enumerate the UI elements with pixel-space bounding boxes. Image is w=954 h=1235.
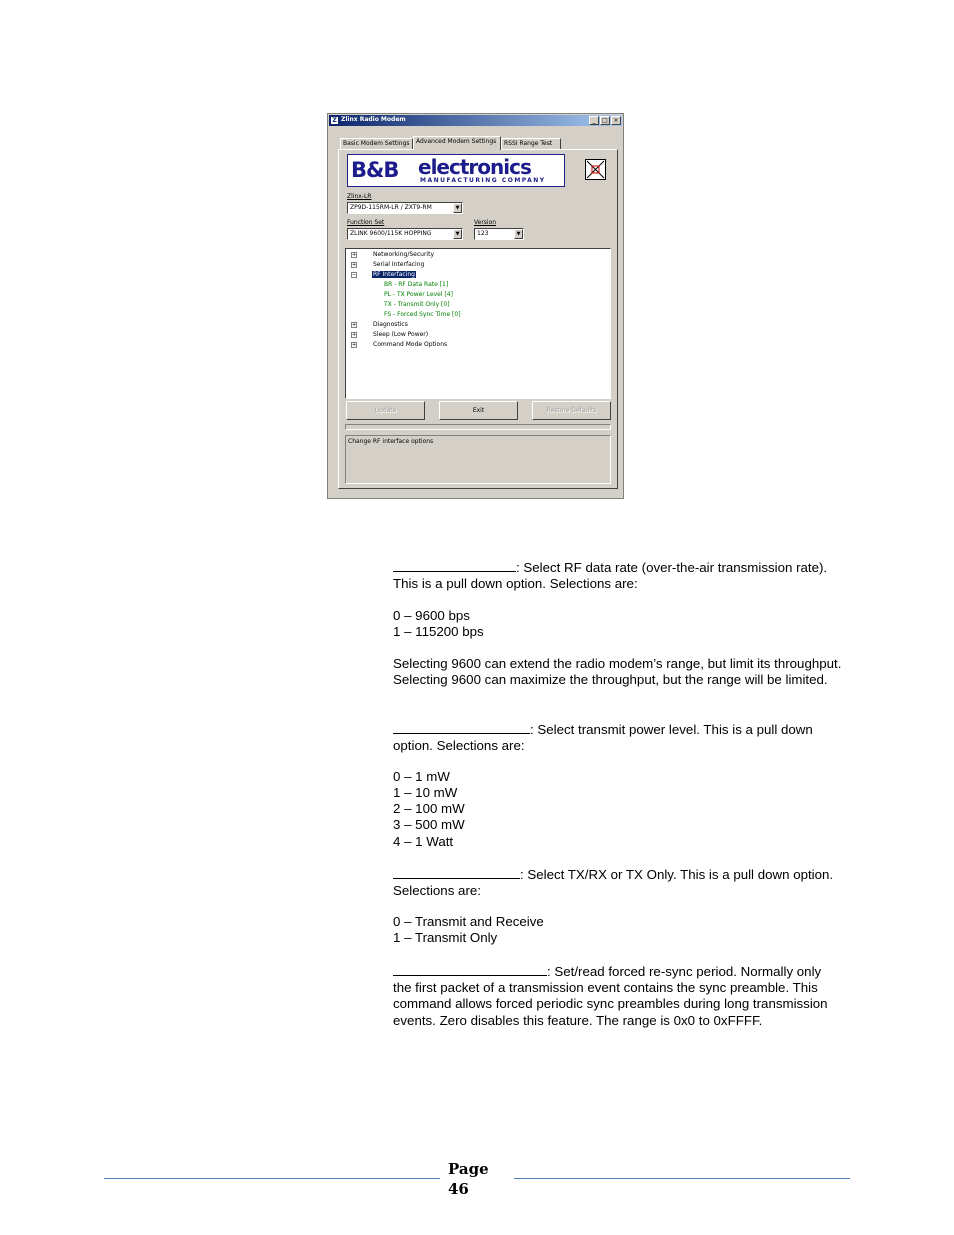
model-select-value: ZP9D-115RM-LR / ZXT9-RM [350,204,432,211]
window-titlebar [329,115,622,126]
close-icon[interactable]: × [611,116,621,125]
model-label: Zlinx-LR [347,193,372,200]
tab-advanced-modem-settings[interactable]: Advanced Modem Settings [413,136,501,150]
function-set-value: ZLINK 9600/115K HOPPING [350,230,432,237]
tree-node-command-mode[interactable]: Command Mode Options [373,341,448,348]
tree-leaf-pl[interactable]: PL - TX Power Level [4] [384,291,453,298]
function-set-label: Function Set [347,219,385,226]
zlinx-window-screenshot [327,113,624,499]
version-value: 123 [477,230,489,237]
page-word: Page [448,1160,489,1178]
settings-tree[interactable] [345,248,611,399]
tx-description [393,866,843,899]
tree-leaf-br[interactable]: BR - RF Data Rate [1] [384,281,449,288]
tree-node-rf-interfacing[interactable]: RF Interfacing [373,271,415,278]
window-title: Zlinx Radio Modem [341,116,406,123]
expand-icon[interactable]: + [352,322,357,328]
br-note: Selecting 9600 can extend the radio modem’s range, but limit its throughput. Selecting 9600 can maximize the throughput, but the range will be limited. [393,656,842,688]
pl-command-blank [393,721,530,734]
pl-option-1: 1 – 10 mW [393,785,458,800]
tx-option-1: 1 – Transmit Only [393,930,498,945]
tx-command-blank [393,866,520,879]
pl-option-3: 3 – 500 mW [393,817,465,832]
logo-wordmark: electronics [418,155,531,179]
app-icon: Z [332,117,337,124]
pl-description-text: : Select transmit power level. This is a pull down option. Selections are: [393,722,813,754]
pl-option-2: 2 – 100 mW [393,801,465,816]
tab-rssi-range-test[interactable]: RSSI Range Test [501,138,561,149]
expand-icon[interactable]: + [352,262,357,268]
tree-node-diagnostics[interactable]: Diagnostics [373,321,408,328]
tree-node-networking[interactable]: Networking/Security [373,251,434,258]
fs-command-blank [393,963,547,976]
chevron-down-icon[interactable]: ▼ [514,229,523,239]
chevron-down-icon[interactable]: ▼ [453,229,462,239]
page-number-value: 46 [448,1180,469,1198]
no-device-icon [585,159,606,180]
version-select[interactable] [474,228,524,240]
expand-icon[interactable]: + [352,332,357,338]
chevron-down-icon[interactable]: ▼ [453,203,462,213]
function-set-select[interactable] [347,228,463,240]
collapse-icon[interactable]: − [352,272,357,278]
fs-description [393,963,843,1029]
br-description [393,559,843,592]
maximize-icon[interactable]: □ [600,116,610,125]
expand-icon[interactable]: + [352,342,357,348]
minimize-icon[interactable]: _ [589,116,599,125]
tree-node-serial[interactable]: Serial Interfacing [373,261,425,268]
tree-node-sleep[interactable]: Sleep (Low Power) [373,331,429,338]
fs-description-text: : Set/read forced re-sync period. Normally only the first packet of a transmission event contains the sync preamble. This command allows forced periodic sync preambles during long transmission events. Zero disables this feature. The range is 0x0 to 0xFFFF. [393,964,828,1028]
br-description-text: : Select RF data rate (over-the-air transmission rate). This is a pull down option. Selections are: [393,560,828,592]
exit-button[interactable]: Exit [439,401,518,420]
tx-option-0: 0 – Transmit and Receive [393,914,544,929]
pl-option-0: 0 – 1 mW [393,769,450,784]
br-option-1: 1 – 115200 bps [393,624,484,639]
br-command-blank [393,559,516,572]
tree-leaf-tx[interactable]: TX - Transmit Only [0] [384,301,450,308]
tx-description-text: : Select TX/RX or TX Only. This is a pull down option. Selections are: [393,867,834,899]
br-option-0: 0 – 9600 bps [393,608,470,623]
expand-icon[interactable]: + [352,252,357,258]
status-text: Change RF interface options [348,438,434,445]
restore-defaults-button[interactable]: Restore Defaults [532,401,611,420]
model-select[interactable] [347,202,463,214]
pl-description [393,721,843,754]
tree-leaf-fs[interactable]: FS - Forced Sync Time [0] [384,311,461,318]
version-label: Version [474,219,497,226]
bb-electronics-logo [347,154,565,187]
pl-option-4: 4 – 1 Watt [393,834,454,849]
progress-bar [345,424,611,430]
status-box [345,435,611,484]
logo-subtitle: MANUFACTURING COMPANY [420,177,546,184]
advanced-settings-panel [338,149,618,489]
footer-rule-left [104,1178,440,1179]
tab-basic-modem-settings[interactable]: Basic Modem Settings [340,138,413,149]
logo-mark: B&B [351,158,399,182]
update-button[interactable]: Update [346,401,425,420]
footer-rule-right [514,1178,850,1179]
page-number [448,1159,489,1199]
